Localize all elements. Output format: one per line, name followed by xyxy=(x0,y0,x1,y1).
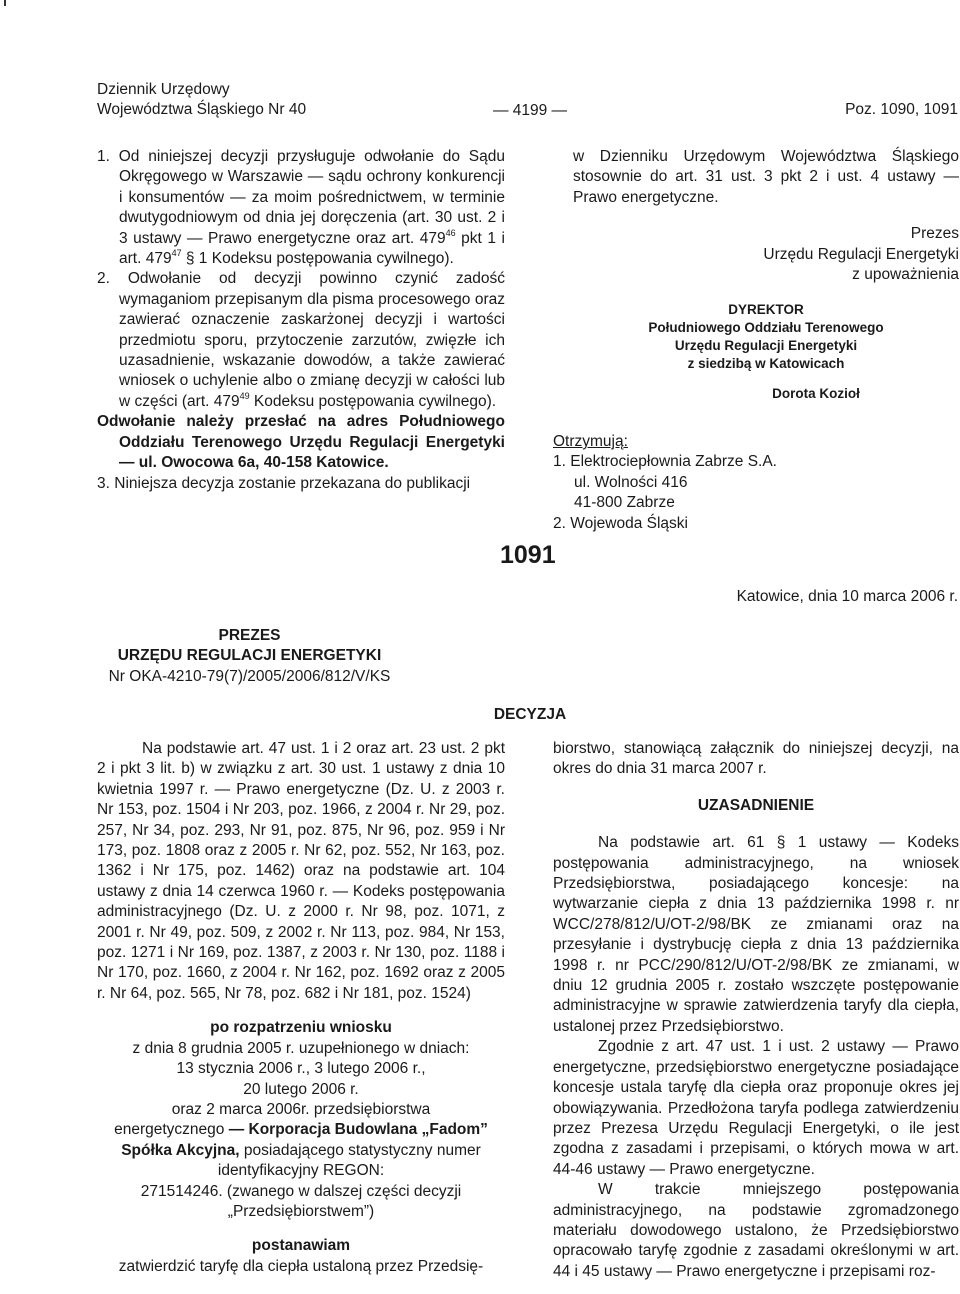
issuer-title: PREZES xyxy=(218,627,281,644)
item-number: 2. xyxy=(97,270,110,288)
director-office: Urzędu Regulacji Energetyki xyxy=(674,338,858,354)
recipients-label: Otrzymują: xyxy=(553,433,628,450)
director-branch: Południowego Oddziału Terenowego xyxy=(648,320,884,336)
item-text: Kodeksu postępowania cywilnego). xyxy=(249,392,497,410)
superscript: 49 xyxy=(239,390,250,401)
application-line: 20 lutego 2006 r. xyxy=(243,1080,359,1098)
application-line: identyfikacyjny REGON: xyxy=(217,1162,385,1180)
superscript: 46 xyxy=(445,227,456,238)
decision-operative-text: zatwierdzić taryfę dla ciepła ustaloną przez Przedsię- xyxy=(118,1257,484,1275)
justification-paragraph-2: Zgodnie z art. 47 ust. 1 i ust. 2 ustawy — Prawo energetyczne, przedsiębiorstwo energetyczne posiadające koncesje ustala taryfę dla ciepła oraz proponuje okres jej obowiązywania. Przedłożona taryfa podlega zatwierdzeniu przez Prezesa Urzędu Regulacji Energetyki, o ile jest zgodna z zasadami i przepisami, o których mowa w art. 44-46 ustawy — Prawo energetyczne. xyxy=(553,1038,959,1178)
item-text: pkt 1 i art. 479 xyxy=(119,229,505,268)
page-number: — 4199 — xyxy=(492,102,568,119)
decision-operative-heading: postanawiam xyxy=(251,1237,351,1255)
position-number: Poz. 1090, 1091 xyxy=(845,101,958,118)
application-line: 13 stycznia 2006 r., 3 lutego 2006 r., xyxy=(176,1060,426,1078)
superscript: 47 xyxy=(171,248,182,259)
company-name: — Korporacja Budowlana „Fadom” xyxy=(228,1121,488,1139)
recipients-block xyxy=(553,432,853,534)
application-text: energetycznego xyxy=(114,1121,229,1139)
legal-basis: Na podstawie art. 47 ust. 1 i 2 oraz art. 23 ust. 2 pkt 2 i pkt 3 lit. b) w związku z art. 30 ust. 1 ustawy z dnia 10 kwietnia 1997 r. — Prawo energetyczne (Dz. U. z 2003 r. Nr 153, poz. 1504 i Nr 203, poz. 1966, z 2004 r. Nr 29, poz. 257, Nr 34, poz. 293, Nr 91, poz. 875, Nr 96, poz. 959 i Nr 173, poz. 1808 oraz z 2005 r. Nr 62, poz. 552, Nr 163, poz. 1362 i Nr 175, poz. 1462) oraz na podstawie art. 104 ustawy z dnia 14 czerwca 1960 r. — Kodeks postępowania administracyjnego (Dz. U. z 2000 r. Nr 98, poz. 1071, z 2001 r. Nr 49, poz. 509, z 2002 r. Nr 113, poz. 984, Nr 153, poz. 1271 i Nr 169, poz. 1387, z 2003 r. Nr 130, poz. 1188 i Nr 170, poz. 1660, z 2004 r. Nr 162, poz. 1692 oraz z 2005 r. Nr 64, poz. 565, Nr 78, poz. 682 i Nr 181, poz. 1524) xyxy=(97,740,505,1002)
appeal-item-1 xyxy=(97,147,505,269)
reference-number: Nr OKA-4210-79(7)/2005/2006/812/V/KS xyxy=(108,667,391,685)
application-line: z dnia 8 grudnia 2005 r. uzupełnionego w dniach: xyxy=(132,1039,470,1057)
issuer-office: URZĘDU REGULACJI ENERGETYKI xyxy=(117,647,382,665)
application-text: posiadającego statystyczny numer xyxy=(239,1141,481,1159)
publication-continuation: w Dzienniku Urzędowym Województwa Śląskiego stosownie do art. 31 ust. 3 pkt 2 i ust. 4 ustawy — Prawo energetyczne. xyxy=(573,148,959,206)
signature-authorization: z upoważnienia xyxy=(852,266,959,284)
recipient-1-street: ul. Wolności 416 xyxy=(574,473,688,491)
application-heading: po rozpatrzeniu wniosku xyxy=(210,1019,392,1037)
item-number: 1. xyxy=(97,148,110,165)
item-text: Niniejsza decyzja zostanie przekazana do publikacji xyxy=(114,474,471,492)
journal-title-line2: Województwa Śląskiego Nr 40 xyxy=(97,101,307,119)
company-form: Spółka Akcyjna, xyxy=(121,1141,240,1159)
signatory-name: Dorota Kozioł xyxy=(772,386,860,402)
publication-item-3 xyxy=(97,474,505,494)
item-text: Od niniejszej decyzji przysługuje odwołanie do Sądu Okręgowego w Warszawie — sądu ochrony konkurencji i konsumentów — za moim pośrednictwem, w terminie dwutygodniowym od dnia jej doręczenia (art. 30 ust. 2 i 3 ustawy — Prawo energetyczne oraz art. 479 xyxy=(118,148,506,247)
appeal-address: Odwołanie należy przesłać na adres Południowego Oddziału Terenowego Urzędu Regulacji Energetyki — ul. Owocowa 6a, 40-158 Katowice. xyxy=(97,413,505,472)
signature-block xyxy=(573,224,959,285)
journal-title-line1: Dziennik Urzędowy xyxy=(97,81,230,98)
decision-1090-right-column xyxy=(573,147,959,405)
signature-prezes: Prezes xyxy=(910,225,959,243)
decision-1091-left-column xyxy=(97,739,505,1277)
justification-paragraph-3: W trakcie mniejszego postępowania administracyjnego, na podstawie zgromadzonego materiału dowodowego ustalono, że Przedsiębiorstwo opracowało taryfę zgodnie z zasadami określonymi w art. 44 i 45 ustawy — Prawo energetyczne i przepisami roz- xyxy=(553,1181,959,1280)
application-line: „Przedsiębiorstwem”) xyxy=(227,1202,375,1220)
position-heading-1091: 1091 xyxy=(500,541,556,569)
issuer-block xyxy=(97,626,402,687)
item-number: 3. xyxy=(97,474,110,492)
item-text: Odwołanie od decyzji powinno czynić zadość wymaganiom przepisanym dla pisma procesowego oraz zawierać oznaczenie zaskarżonej decyzji i wartości przedmiotu sporu, przytoczenie zarzutów, zwięzłe ich uzasadnienie, wskazanie dowodów, a także zawierać wniosek o uchylenie albo o zmianę decyzji w całości lub w części (art. 479 xyxy=(119,270,505,410)
justification-paragraph-1: Na podstawie art. 61 § 1 ustawy — Kodeks postępowania administracyjnego, na wniosek Przedsiębiorstwa, posiadającego koncesje: na wytwarzanie ciepła z dnia 13 października 1998 r. nr WCC/278/812/U/OT-2/98/BK ze zmianami oraz na przesyłanie i dystrybucję ciepła z dnia 13 października 1998 r. nr PCC/290/812/U/OT-2/98/BK ze zmianami, w dniu 12 grudnia 2005 r. zostało wszczęte postępowanie administracyjne w sprawie zatwierdzenia taryfy dla ciepła, ustalonej przez Przedsiębiorstwo. xyxy=(553,834,959,1035)
application-line: 271514246. (zwanego w dalszej części decyzji xyxy=(140,1182,462,1200)
page-corner-mark xyxy=(0,0,6,6)
recipient-1-city: 41-800 Zabrze xyxy=(574,494,675,512)
signature-office: Urzędu Regulacji Energetyki xyxy=(763,245,959,263)
director-block xyxy=(573,301,959,373)
application-line xyxy=(97,1141,505,1161)
recipient-1-name: 1. Elektrociepłownia Zabrze S.A. xyxy=(553,453,777,471)
director-seat: z siedzibą w Katowicach xyxy=(687,356,845,372)
recipient-2-name: 2. Wojewoda Śląski xyxy=(553,514,688,532)
application-line xyxy=(97,1120,505,1140)
justification-heading: UZASADNIENIE xyxy=(697,796,815,814)
decision-title: DECYZJA xyxy=(493,706,567,723)
director-title: DYREKTOR xyxy=(728,302,804,318)
decision-1091-right-column xyxy=(553,739,959,1282)
journal-title xyxy=(97,80,397,121)
tariff-period: biorstwo, stanowiącą załącznik do niniejszej decyzji, na okres do dnia 31 marca 2007 r. xyxy=(553,740,959,778)
application-block xyxy=(97,1018,505,1222)
decision-1090-left-column xyxy=(97,147,505,494)
decision-date: Katowice, dnia 10 marca 2006 r. xyxy=(736,588,958,605)
application-line: oraz 2 marca 2006r. przedsiębiorstwa xyxy=(171,1100,431,1118)
item-text: § 1 Kodeksu postępowania cywilnego). xyxy=(181,250,454,268)
appeal-item-2 xyxy=(97,269,505,473)
